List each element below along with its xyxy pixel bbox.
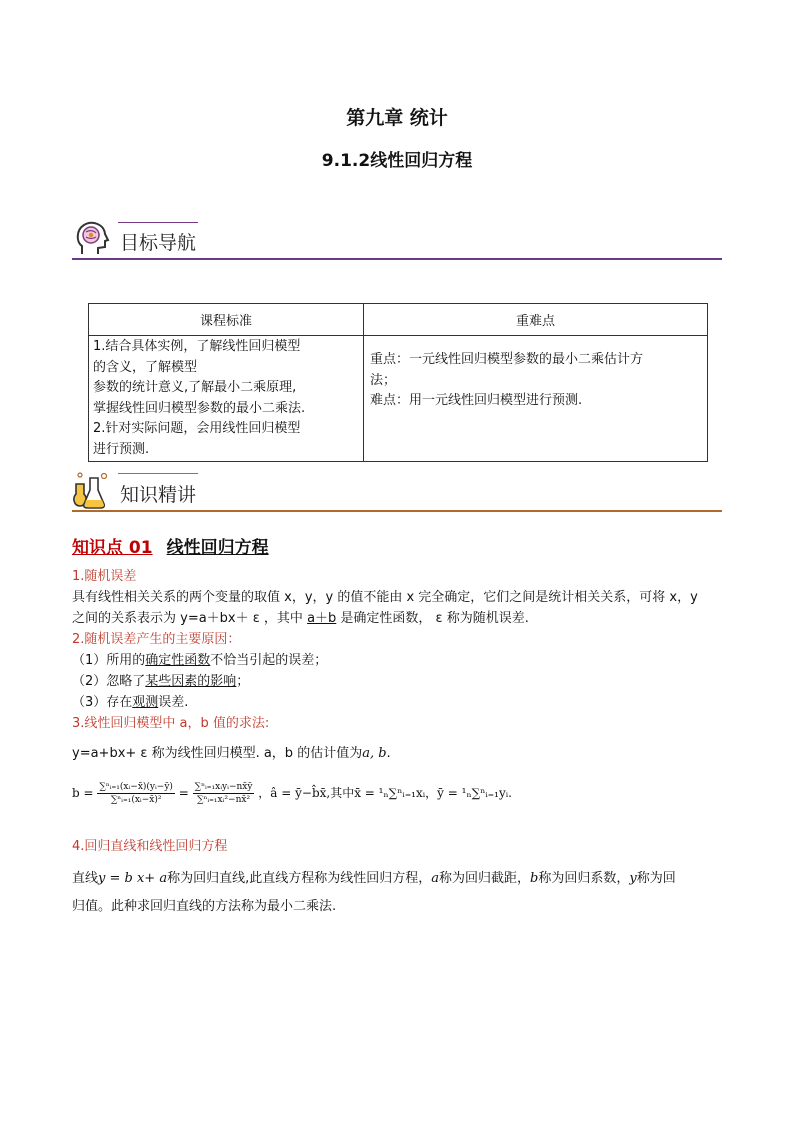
heading-estimation: 3.线性回归模型中 a，b 值的求法: bbox=[72, 716, 270, 731]
least-squares-formula bbox=[72, 782, 512, 805]
table-header-row bbox=[89, 304, 708, 336]
underlined-span: 观测 bbox=[132, 695, 159, 710]
standards-line: 1.结合具体实例，了解线性回归模型 bbox=[93, 339, 301, 354]
text-span: （3）存在 bbox=[72, 695, 133, 710]
text-span: 不恰当引起的误差； bbox=[210, 653, 328, 668]
knowledge-point-name: 线性回归方程 bbox=[166, 538, 269, 558]
text-span: （1）所用的 bbox=[72, 653, 146, 668]
header-label-knowledge: 知识精讲 bbox=[120, 484, 197, 506]
paragraph-random-error bbox=[72, 566, 742, 629]
text-span: 称为回 bbox=[636, 871, 676, 886]
fraction-denominator: ∑ⁿᵢ₌₁xᵢ²−nx̄² bbox=[197, 795, 251, 805]
formula-b-lhs: b = bbox=[72, 786, 94, 800]
text-span: 之间的关系表示为 y=a＋bx＋ ε ，其中 bbox=[72, 611, 308, 626]
formula-a-part: ，â = ȳ−b̂x̄,其中x̄ = ¹ₙ∑ⁿᵢ₌₁xᵢ，ȳ = ¹ₙ∑ⁿᵢ₌₁yᵢ. bbox=[258, 786, 512, 800]
text-span: 误差. bbox=[158, 695, 189, 710]
lab-flask-icon bbox=[70, 470, 110, 510]
underlined-span: 某些因素的影响 bbox=[145, 674, 237, 689]
list-item bbox=[72, 692, 742, 713]
text-line bbox=[72, 865, 742, 893]
symbol-b-hat: b bbox=[530, 871, 539, 886]
header-divider-knowledge bbox=[72, 510, 722, 512]
section-title: 9.1.2线性回归方程 bbox=[321, 151, 473, 171]
standards-line: 2.针对实际问题，会用线性回归模型 bbox=[93, 421, 301, 436]
fraction-numerator: ∑ⁿᵢ₌₁xᵢyᵢ−nx̄ȳ bbox=[194, 782, 253, 792]
paragraph-estimation bbox=[72, 713, 742, 764]
heading-random-error: 1.随机误差 bbox=[72, 569, 137, 584]
header-label-goals: 目标导航 bbox=[120, 232, 197, 254]
table-header-standards: 课程标准 bbox=[89, 304, 364, 336]
text-line: 归值。此种求回归直线的方法称为最小二乘法. bbox=[72, 899, 337, 914]
text-span: 直线 bbox=[72, 871, 99, 886]
header-accent-line bbox=[118, 473, 198, 474]
symbol-a-hat: a bbox=[431, 871, 439, 886]
text-span: （2）忽略了 bbox=[72, 674, 146, 689]
paragraph-regression-line bbox=[72, 836, 742, 921]
paragraph-error-causes bbox=[72, 629, 742, 713]
brain-head-icon bbox=[72, 218, 112, 258]
formula-equals: = bbox=[178, 786, 189, 800]
text-span: 称为回归系数， bbox=[538, 871, 630, 886]
difficulty-cell bbox=[364, 336, 708, 462]
standards-cell bbox=[89, 336, 364, 462]
heading-error-causes: 2.随机误差产生的主要原因： bbox=[72, 632, 241, 647]
text-span: ； bbox=[236, 674, 250, 689]
difficulty-line: 重点：一元线性回归模型参数的最小二乘估计方 bbox=[370, 352, 644, 367]
table-header-difficulty: 重难点 bbox=[364, 304, 708, 336]
difficulty-line: 难点：用一元线性回归模型进行预测. bbox=[370, 393, 583, 408]
standards-table bbox=[88, 303, 708, 462]
text-span: . bbox=[386, 746, 391, 761]
standards-line: 参数的统计意义,了解最小二乘原理, bbox=[93, 380, 297, 395]
standards-line: 掌握线性回归模型参数的最小二乘法. bbox=[93, 400, 306, 416]
text-span: 是确定性函数， ε 称为随机误差. bbox=[336, 611, 529, 626]
difficulty-line: 法； bbox=[370, 372, 397, 388]
chapter-title: 第九章 统计 bbox=[346, 107, 448, 129]
standards-line: 进行预测. bbox=[93, 441, 150, 457]
text-span: y=a+bx+ ε 称为线性回归模型. a，b 的估计值为 bbox=[72, 746, 363, 761]
text-span: 称为回归截距， bbox=[438, 871, 530, 886]
knowledge-point-title bbox=[72, 533, 269, 558]
text-line bbox=[72, 608, 742, 629]
text-span: 称为回归直线,此直线方程称为线性回归方程， bbox=[167, 871, 432, 886]
header-divider-goals bbox=[72, 258, 722, 260]
estimate-symbols: a, b bbox=[362, 746, 387, 761]
knowledge-point-label: 知识点 01 bbox=[72, 538, 153, 558]
text-line bbox=[72, 743, 742, 764]
fraction-denominator: ∑ⁿᵢ₌₁(xᵢ−x̄)² bbox=[110, 795, 162, 805]
underlined-span: a＋b bbox=[307, 611, 337, 626]
underlined-span: 确定性函数 bbox=[145, 653, 211, 668]
fraction-numerator: ∑ⁿᵢ₌₁(xᵢ−x̄)(yᵢ−ȳ) bbox=[99, 782, 173, 792]
fraction-1 bbox=[97, 782, 175, 805]
list-item bbox=[72, 650, 742, 671]
standards-line: 的含义，了解模型 bbox=[93, 359, 198, 375]
text-line: 具有线性相关关系的两个变量的取值 x，y，y 的值不能由 x 完全确定，它们之间是统计相关关系，可将 x，y bbox=[72, 590, 698, 605]
heading-regression-line: 4.回归直线和线性回归方程 bbox=[72, 839, 228, 854]
table-row bbox=[89, 336, 708, 462]
header-accent-line bbox=[118, 222, 198, 223]
fraction-2 bbox=[193, 782, 255, 805]
list-item bbox=[72, 671, 742, 692]
regression-equation: y = b x+ a bbox=[98, 871, 168, 886]
symbol-y-hat: y bbox=[629, 871, 637, 886]
